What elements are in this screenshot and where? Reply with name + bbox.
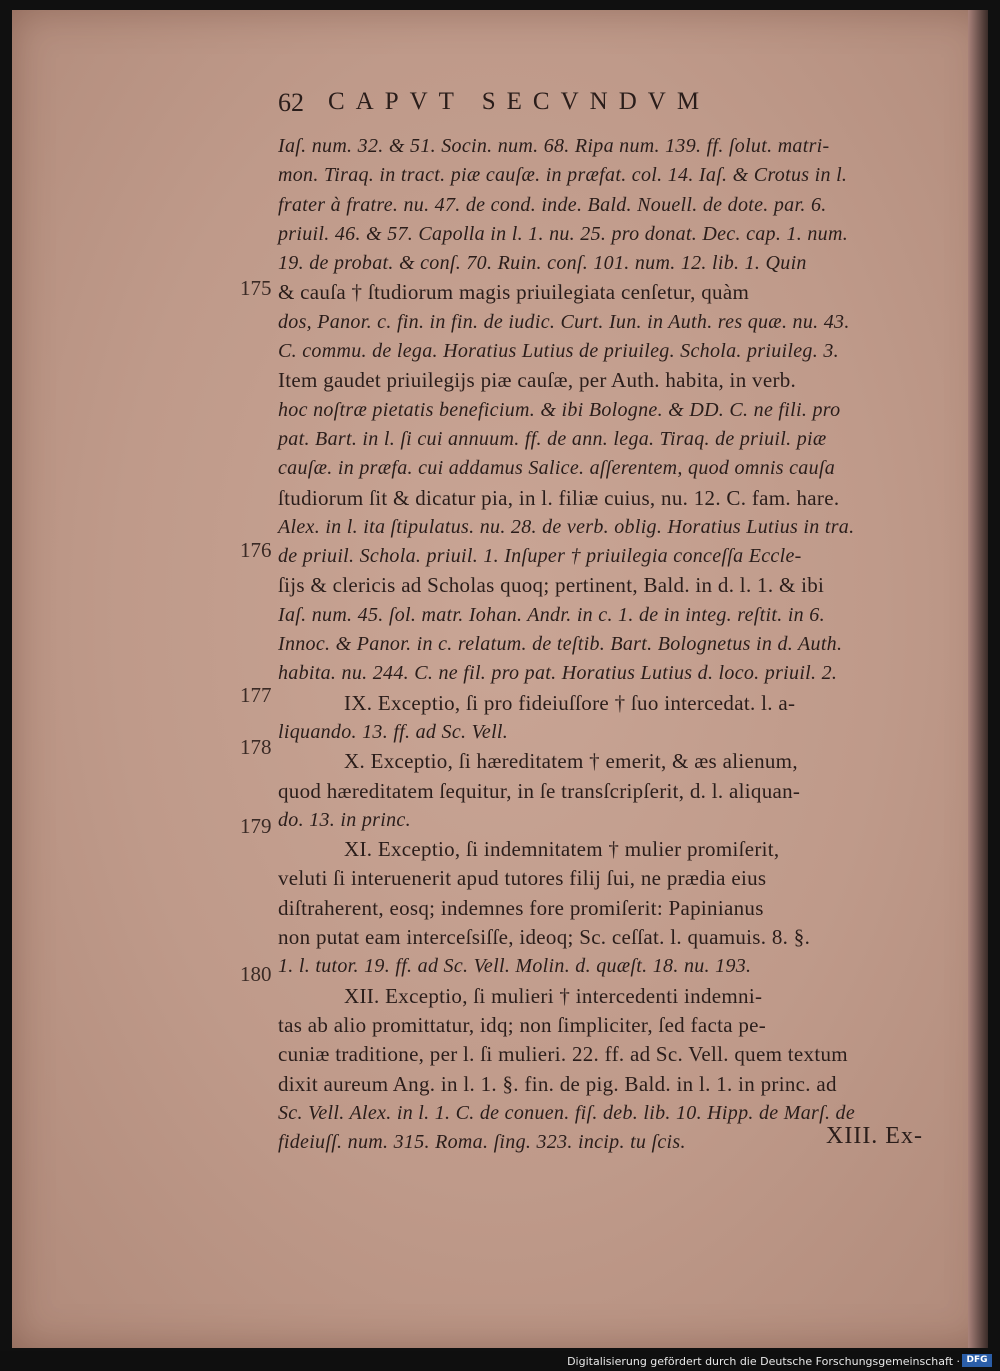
text-line: Iaſ. num. 45. ſol. matr. Iohan. Andr. in c. 1. de in integ. reſtit. in 6. — [278, 603, 825, 626]
text-line: fideiuſſ. num. 315. Roma. ſing. 323. incip. tu ſcis. — [278, 1131, 686, 1154]
catchword: XIII. Ex- — [826, 1123, 923, 1149]
running-head: CAPVT SECVNDVM — [328, 88, 711, 115]
text-line: cauſæ. in præfa. cui addamus Salice. aſſerentem, quod omnis cauſa — [278, 457, 836, 480]
text-line: 19. de probat. & conſ. 70. Ruin. conſ. 101. num. 12. lib. 1. Quin — [278, 252, 807, 275]
page-edge-shadow — [968, 10, 988, 1348]
text-line: XI. Exceptio, ſi indemnitatem † mulier promiſerit, — [344, 837, 780, 862]
text-line: & cauſa † ſtudiorum magis priuilegiata cenſetur, quàm — [278, 280, 750, 305]
text-line: dixit aureum Ang. in l. 1. §. fin. de pig. Bald. in l. 1. in princ. ad — [278, 1071, 837, 1096]
text-line: priuil. 46. & 57. Capolla in l. 1. nu. 25. pro donat. Dec. cap. 1. num. — [278, 222, 848, 245]
margin-number: 177 — [240, 683, 272, 707]
text-line: do. 13. in princ. — [278, 808, 411, 831]
text-line: XII. Exceptio, ſi mulieri † intercedenti indemni- — [344, 983, 763, 1008]
margin-number: 179 — [240, 814, 272, 838]
text-line: 1. l. tutor. 19. ff. ad Sc. Vell. Molin. d. quæſt. 18. nu. 193. — [278, 955, 752, 978]
page-header — [278, 88, 838, 128]
text-line: mon. Tiraq. in tract. piæ cauſæ. in præfat. col. 14. Iaſ. & Crotus in l. — [278, 164, 848, 187]
text-line: cuniæ traditione, per l. ſi mulieri. 22. ff. ad Sc. Vell. quem textum — [278, 1042, 848, 1067]
text-line: X. Exceptio, ſi hæreditatem † emerit, & æs alienum, — [344, 749, 798, 774]
text-line: non putat eam interceſsiſſe, ideoq; Sc. ceſſat. l. quamuis. 8. §. — [278, 925, 811, 950]
text-line: quod hæreditatem ſequitur, in ſe transſcripſerit, d. l. aliquan- — [278, 778, 801, 803]
text-line: de priuil. Schola. priuil. 1. Inſuper † priuilegia conceſſa Eccle- — [278, 545, 802, 568]
text-line: diſtraherent, eosq; indemnes fore promiſerit: Papinianus — [278, 895, 764, 920]
text-line: frater à fratre. nu. 47. de cond. inde. Bald. Nouell. de dote. par. 6. — [278, 193, 827, 216]
margin-number: 180 — [240, 962, 272, 986]
text-line: habita. nu. 244. C. ne fil. pro pat. Horatius Lutius d. loco. priuil. 2. — [278, 662, 838, 685]
page-number: 62 — [278, 88, 304, 117]
text-line: Sc. Vell. Alex. in l. 1. C. de conuen. fiſ. deb. lib. 10. Hipp. de Marſ. de — [278, 1101, 856, 1124]
text-line: ſtudiorum ſit & dicatur pia, in l. filiæ cuius, nu. 12. C. fam. hare. — [278, 485, 840, 510]
margin-number: 175 — [240, 276, 272, 300]
text-line: hoc noſtræ pietatis beneficium. & ibi Bologne. & DD. C. ne fili. pro — [278, 398, 841, 421]
footer-credit: Digitalisierung gefördert durch die Deutsche Forschungsgemeinschaft · — [567, 1355, 960, 1368]
margin-number: 176 — [240, 538, 272, 562]
text-line: C. commu. de lega. Horatius Lutius de priuileg. Schola. priuileg. 3. — [278, 340, 839, 363]
text-line: veluti ſi interuenerit apud tutores filij ſui, ne prædia eius — [278, 866, 767, 891]
text-line: liquando. 13. ff. ad Sc. Vell. — [278, 720, 509, 743]
text-line: pat. Bart. in l. ſi cui annuum. ff. de ann. lega. Tiraq. de priuil. piæ — [278, 427, 827, 450]
text-line: ſijs & clericis ad Scholas quoq; pertinent, Bald. in d. l. 1. & ibi — [278, 573, 825, 598]
dfg-logo-icon: DFG — [962, 1354, 992, 1367]
body-text — [278, 132, 948, 1157]
margin-number: 178 — [240, 735, 272, 759]
text-line: tas ab alio promittatur, idq; non ſimpliciter, ſed facta pe- — [278, 1012, 767, 1037]
text-line: Innoc. & Panor. in c. relatum. de teſtib. Bart. Bolognetus in d. Auth. — [278, 633, 843, 656]
text-line: Alex. in l. ita ſtipulatus. nu. 28. de verb. oblig. Horatius Lutius in tra. — [278, 515, 855, 538]
text-line: dos, Panor. c. fin. in fin. de iudic. Curt. Iun. in Auth. res quæ. nu. 43. — [278, 310, 850, 333]
text-line: IX. Exceptio, ſi pro fideiuſſore † ſuo intercedat. l. a- — [344, 690, 796, 715]
text-line: Item gaudet priuilegijs piæ cauſæ, per Auth. habita, in verb. — [278, 368, 797, 393]
text-line: Iaſ. num. 32. & 51. Socin. num. 68. Ripa num. 139. ff. ſolut. matri- — [278, 135, 830, 157]
